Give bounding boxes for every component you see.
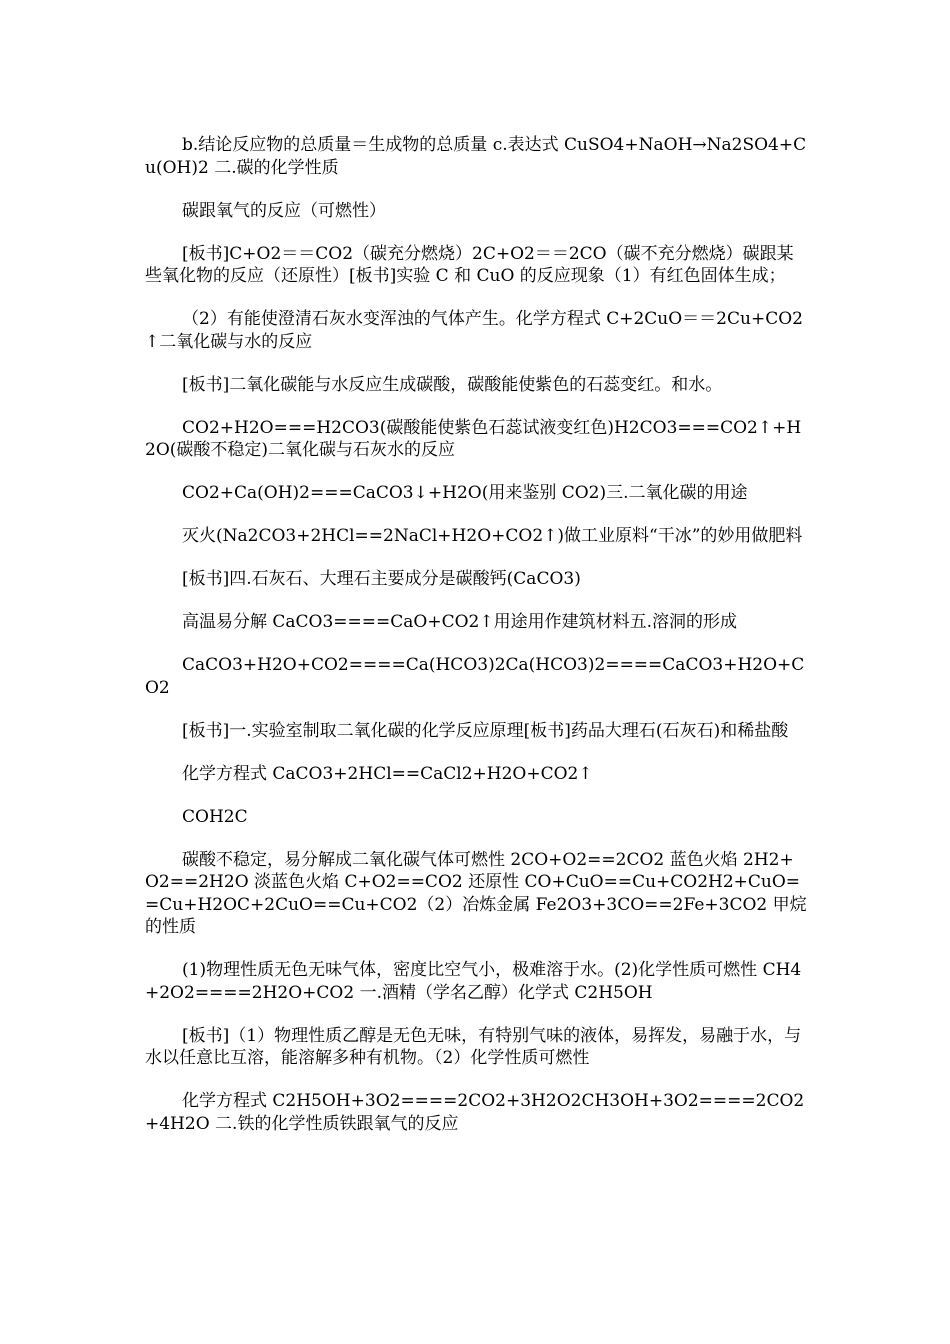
paragraph: (1)物理性质无色无味气体，密度比空气小，极难溶于水。(2)化学性质可燃性 CH4+2O2====2H2O+CO2 一.酒精（学名乙醇）化学式 C2H5OH [145,960,802,1003]
paragraph: COH2C [182,806,248,827]
paragraph: [板书]一.实验室制取二氧化碳的化学反应原理[板书]药品大理石(石灰石)和稀盐酸 [182,720,789,741]
paragraph: [板书]（1）物理性质乙醇是无色无味，有特别气味的液体，易挥发，易融于水，与水以任意比互溶，能溶解多种有机物。（2）化学性质可燃性 [145,1025,802,1068]
paragraph: [板书]二氧化碳能与水反应生成碳酸，碳酸能使紫色的石蕊变红。和水。 [182,374,723,395]
paragraph: （2）有能使澄清石灰水变浑浊的气体产生。化学方程式 C+2CuO＝＝2Cu+CO2↑二氧化碳与水的反应 [145,309,803,352]
paragraph: 碳跟氧气的反应（可燃性） [182,200,386,221]
paragraph: CO2+H2O===H2CO3(碳酸能使紫色石蕊试液变红色)H2CO3===CO2↑+H2O(碳酸不稳定)二氧化碳与石灰水的反应 [145,417,802,460]
paragraph: 化学方程式 CaCO3+2HCl==CaCl2+H2O+CO2↑ [182,763,593,784]
paragraph: [板书]四.石灰石、大理石主要成分是碳酸钙(CaCO3) [182,569,581,589]
paragraph: 高温易分解 CaCO3====CaO+CO2↑用途用作建筑材料五.溶洞的形成 [182,612,738,632]
paragraph: CO2+Ca(OH)2===CaCO3↓+H2O(用来鉴别 CO2)三.二氧化碳的用途 [182,483,748,503]
paragraph: 化学方程式 C2H5OH+3O2====2CO2+3H2O2CH3OH+3O2====2CO2+4H2O 二.铁的化学性质铁跟氧气的反应 [145,1091,805,1134]
document-body [145,134,807,1156]
paragraph: 碳酸不稳定，易分解成二氧化碳气体可燃性 2CO+O2==2CO2 蓝色火焰 2H2+O2==2H2O 淡蓝色火焰 C+O2==CO2 还原性 CO+CuO==Cu+CO2H2+CuO==Cu+H2OC+2CuO==Cu+CO2（2）冶炼金属 Fe2O3+3CO==2Fe+3CO2 甲烷的性质 [145,849,807,937]
paragraph: 灭火(Na2CO3+2HCl==2NaCl+H2O+CO2↑)做工业原料“干冰”的妙用做肥料 [182,526,803,546]
paragraph: [板书]C+O2＝＝CO2（碳充分燃烧）2C+O2＝＝2CO（碳不充分燃烧）碳跟某些氧化物的反应（还原性）[板书]实验 C 和 CuO 的反应现象（1）有红色固体生成； [145,243,794,286]
paragraph: CaCO3+H2O+CO2====Ca(HCO3)2Ca(HCO3)2====CaCO3+H2O+CO2 [145,655,805,698]
paragraph: b.结论反应物的总质量＝生成物的总质量 c.表达式 CuSO4+NaOH→Na2SO4+Cu(OH)2 二.碳的化学性质 [145,135,807,178]
